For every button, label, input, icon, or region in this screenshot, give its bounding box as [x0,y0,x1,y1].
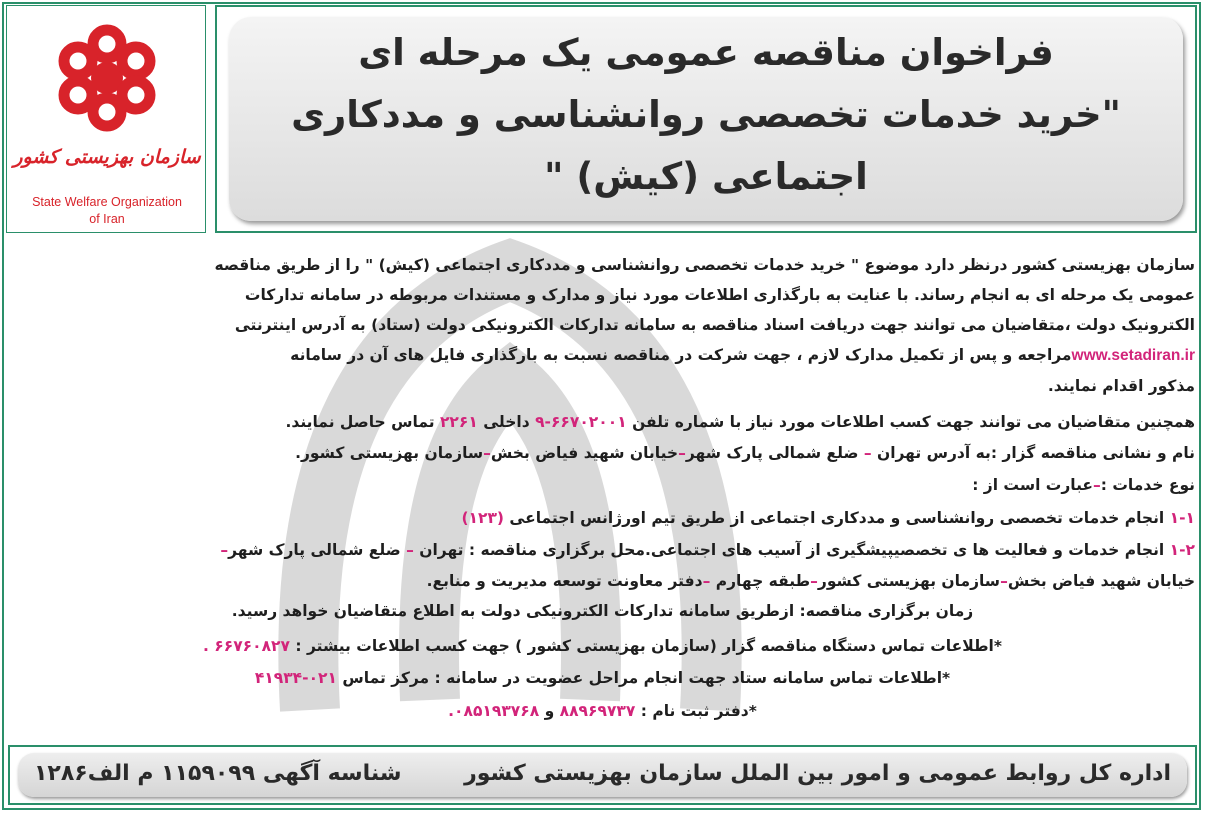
body-text: انجام خدمات تخصصی روانشناسی و مددکاری اجتماعی از طریق تیم اورژانس اجتماعی [509,509,1165,527]
body-text: و [544,702,555,720]
title-line-2: "خرید خدمات تخصصی روانشناسی و مددکاری [291,93,1121,136]
body-line: خیابان شهید فیاض بخش–سازمان بهزیستی کشور–طبقه چهارم –دفتر معاونت توسعه مدیریت و منابع. [426,572,1195,590]
service-item-1 [461,504,1195,532]
body-line: نام و نشانی مناقصه گزار :به آدرس تهران – ضلع شمالی پارک شهر–خیابان شهید فیاض بخش–سازمان بهزیستی کشور. [295,444,1195,462]
body-line [290,341,1195,369]
logo-name-fa: سازمان بهزیستی کشور [13,146,201,168]
logo-name-en-line2: of Iran [89,212,125,226]
title-box [215,5,1197,233]
body-line: عمومی یک مرحله ای به انجام رساند. با عنایت به بارگذاری اطلاعات مورد نیاز و مدارک و مستندات مربوطه در سامانه تدارکات [244,286,1195,304]
body-text: خیابان شهید فیاض بخش [490,444,679,462]
item-number: ۱-۲ [1169,541,1195,559]
body-text: ضلع شمالی پارک شهر [228,541,401,559]
body-line [10,697,1195,725]
body-text: سازمان بهزیستی کشور [817,572,1001,590]
phone-number: ۶۶۷۰۲۰۰۱-۹ [535,413,627,431]
body-line: الکترونیک دولت ،متقاضیان می توانند جهت دریافت اسناد مناقصه به سامانه تدارکات الکترونیکی دولت (ستاد) به آدرس اینترنتی [234,316,1195,334]
body-line: مذکور اقدام نمایند. [1047,377,1195,395]
body-text: عبارت است از : [972,476,1094,494]
item-code: (۱۲۳) [461,509,505,527]
body-text: *دفتر ثبت نام : [640,702,757,720]
body-line: زمان برگزاری مناقصه: ازطریق سامانه تدارکات الکترونیکی دولت به اطلاع متقاضیان خواهد رسید. [231,602,974,620]
phone-number: ۶۶۷۶۰۸۲۷ . [203,637,290,655]
body-text: دفتر معاونت توسعه مدیریت و منابع. [426,572,703,590]
body-text: داخلی [483,413,530,431]
setadiran-link[interactable]: www.setadiran.ir [1071,347,1195,364]
title-line-3: اجتماعی (کیش) " [544,155,868,198]
body-text: طبقه چهارم [715,572,811,590]
body-text: *اطلاعات تماس دستگاه مناقصه گزار (سازمان بهزیستی کشور ) جهت کسب اطلاعات بیشتر : [295,637,1002,655]
logo-name-en [7,194,207,228]
body-line [286,408,1196,436]
body-text: انجام خدمات و فعالیت ها ی تخصصیپیشگیری از آسیب های اجتماعی.محل برگزاری مناقصه : تهران [419,541,1165,559]
body-text: سازمان بهزیستی کشور. [295,444,484,462]
body-line: نوع خدمات :–عبارت است از : [972,476,1195,494]
body-line: سازمان بهزیستی کشور درنظر دارد موضوع " خرید خدمات تخصصی روانشناسی و مددکاری اجتماعی (کیش) " را از طریق مناقصه [214,256,1195,274]
footer-box [8,745,1197,805]
footer-panel [18,753,1187,797]
logo-box [6,5,206,233]
item-number: ۱-۱ [1169,509,1195,527]
phone-number: ۸۸۹۶۹۷۳۷ [559,702,636,720]
footer-ad-id: شناسه آگهی ۱۱۵۹۰۹۹ م الف۱۲۸۶ [34,761,402,786]
title-panel [229,17,1183,221]
body-text: نوع خدمات : [1100,476,1195,494]
body-text: مراجعه و پس از تکمیل مدارک لازم ، جهت شرکت در مناقصه نسبت به بارگذاری فایل های آن در سامانه [290,346,1072,364]
body-text: خیابان شهید فیاض بخش [1007,572,1195,590]
body-text: همچنین متقاضیان می توانند جهت کسب اطلاعات مورد نیاز با شماره تلفن [632,413,1195,431]
welfare-logo-icon [7,6,207,146]
body-line [10,664,1195,692]
phone-number: ۰۸۵۱۹۳۷۶۸. [448,702,540,720]
service-item-2: ۱-۲ انجام خدمات و فعالیت ها ی تخصصیپیشگیری از آسیب های اجتماعی.محل برگزاری مناقصه : تهران – ضلع شمالی پارک شهر– [220,541,1195,559]
logo-name-en-line1: State Welfare Organization [32,195,182,209]
body-text: نام و نشانی مناقصه گزار :به آدرس تهران [876,444,1195,462]
extension-number: ۲۲۶۱ [439,413,478,431]
body-text: تماس حاصل نمایند. [285,413,435,431]
body-text: *اطلاعات تماس سامانه ستاد جهت انجام مراحل عضویت در سامانه : مرکز تماس [342,669,951,687]
body-line [10,632,1195,660]
footer-organization: اداره کل روابط عمومی و امور بین الملل سازمان بهزیستی کشور [464,761,1171,786]
body-text: ضلع شمالی پارک شهر [685,444,859,462]
phone-number: ۰۲۱-۴۱۹۳۴ [254,669,337,687]
title-line-1: فراخوان مناقصه عمومی یک مرحله ای [358,31,1054,74]
